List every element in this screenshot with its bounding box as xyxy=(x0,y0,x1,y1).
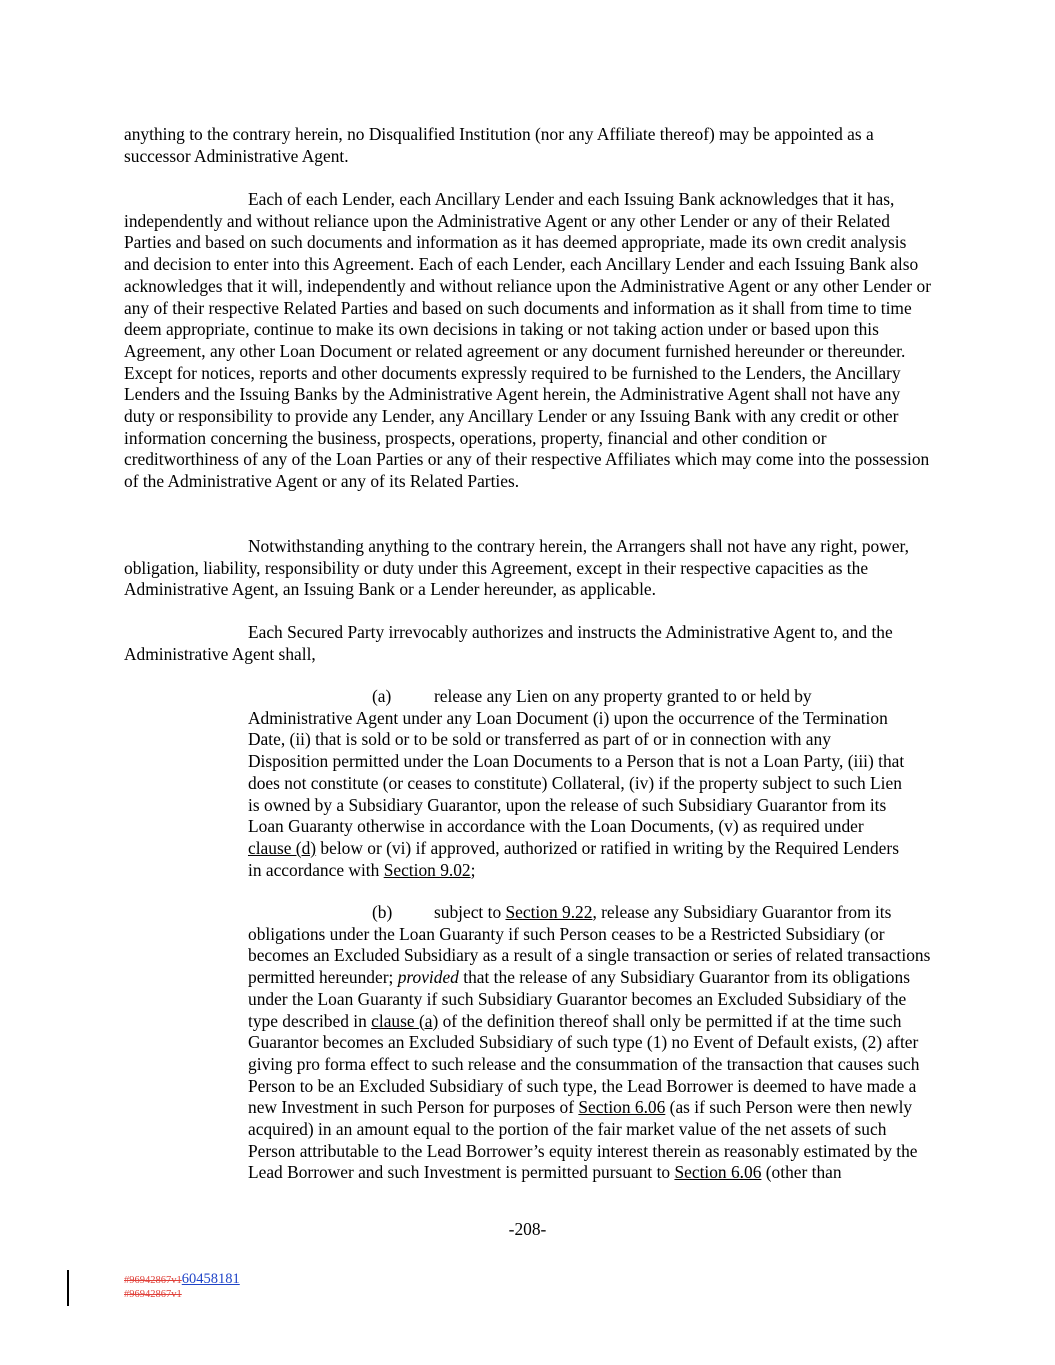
clause-a: (a) release any Lien on any property granted to or held by Administrative Agent under any Loan Document (i) upon the occurrence of the Termination Date, (ii) that is sold or to be sold or transferred as part of or in connection with any Disposition permitted under the Loan Documents to a Person that is not a Loan Party, (iii) that does not constitute (or ceases to constitute) Collateral, (iv) if the property subject to such Lien is owned by a Subsidiary Guarantor, upon the release of such Subsidiary Guarantor from its Loan Guaranty otherwise in accordance with the Loan Documents, (v) as required under clause (d) below or (vi) if approved, authorized or ratified in writing by the Required Lenders in accordance with Section 9.02; xyxy=(248,686,905,880)
section-6-06-reference: Section 6.06 xyxy=(674,1162,762,1183)
clause-b: (b) subject to Section 9.22, release any Subsidiary Guarantor from its obligations under the Loan Guaranty if such Person ceases to be a Restricted Subsidiary (or becomes an Excluded Subsidiary as a result of a single transaction or series of related transactions permitted hereunder; provided that the release of any Subsidiary Guarantor from its obligations under the Loan Guaranty if such Subsidiary Guarantor becomes an Excluded Subsidiary of the type described in clause (a) of the definition thereof shall only be permitted if at the time such Guarantor becomes an Excluded Subsidiary of such type (1) no Event of Default exists, (2) after giving pro forma effect to such release and the consummation of the transaction that causes such Person to be an Excluded Subsidiary of such type, the Lead Borrower is deemed to have made a new Investment in such Person for purposes of Section 6.06 (as if such Person were then newly acquired) in an amount equal to the portion of the fair market value of the net assets of such Person attributable to the Lead Borrower’s equity interest therein as reasonably estimated by the Lead Borrower and such Investment is permitted pursuant to Section 6.06 (other than xyxy=(248,902,931,1183)
page-number: -208- xyxy=(508,1219,547,1239)
inserted-doc-id: 60458181 xyxy=(181,1271,240,1287)
secured-party-paragraph: Each Secured Party irrevocably authorizes and instructs the Administrative Agent to, and the Administrative Agent shall, xyxy=(124,622,893,664)
arrangers-paragraph: Notwithstanding anything to the contrary herein, the Arrangers shall not have any right, power, obligation, liability, responsibility or duty under this Agreement, except in their respective capacities as the Administrative Agent, an Issuing Bank or a Lender hereunder, as applicable. xyxy=(124,536,909,600)
document-id-footer xyxy=(124,1272,240,1302)
continuation-paragraph: anything to the contrary herein, no Disqualified Institution (nor any Affiliate thereof) may be appointed as a successor Administrative Agent. xyxy=(124,124,874,166)
section-9-22-reference: Section 9.22 xyxy=(505,902,593,922)
provided-term: provided xyxy=(397,967,459,988)
clause-b-label: (b) xyxy=(372,902,393,922)
clause-d-reference: clause (d) xyxy=(248,837,317,858)
deleted-doc-id: #96942867v1 xyxy=(124,1289,182,1300)
clause-a-reference: clause (a) xyxy=(371,1010,439,1031)
section-6-06-reference: Section 6.06 xyxy=(578,1097,666,1118)
section-9-02-reference: Section 9.02 xyxy=(383,859,471,880)
deleted-doc-id: #96942867v1 xyxy=(124,1275,182,1286)
acknowledgment-paragraph: Each of each Lender, each Ancillary Lender and each Issuing Bank acknowledges that it has, independently and without reliance upon the Administrative Agent or any other Lender or any of their Related Parties and based on such documents and information as it has deemed appropriate, made its own credit analysis and decision to enter into this Agreement. Each of each Lender, each Ancillary Lender and each Issuing Bank also acknowledges that it will, independently and without reliance upon the Administrative Agent or any other Lender or any of their respective Related Parties and based on such documents and information as it shall from time to time deem appropriate, continue to make its own decisions in taking or not taking action under or based upon this Agreement, any other Loan Document or related agreement or any document furnished hereunder or thereunder. Except for notices, reports and other documents expressly required to be furnished to the Lenders, the Ancillary Lenders and the Issuing Banks by the Administrative Agent herein, the Administrative Agent shall not have any duty or responsibility to provide any Lender, any Ancillary Lender or any Issuing Bank with any credit or other information concerning the business, prospects, operations, property, financial and other condition or creditworthiness of any of the Loan Parties or any of their respective Affiliates which may come into the possession of the Administrative Agent or any of its Related Parties. xyxy=(124,189,931,492)
clause-a-label: (a) xyxy=(372,686,392,706)
change-bar xyxy=(67,1270,69,1306)
